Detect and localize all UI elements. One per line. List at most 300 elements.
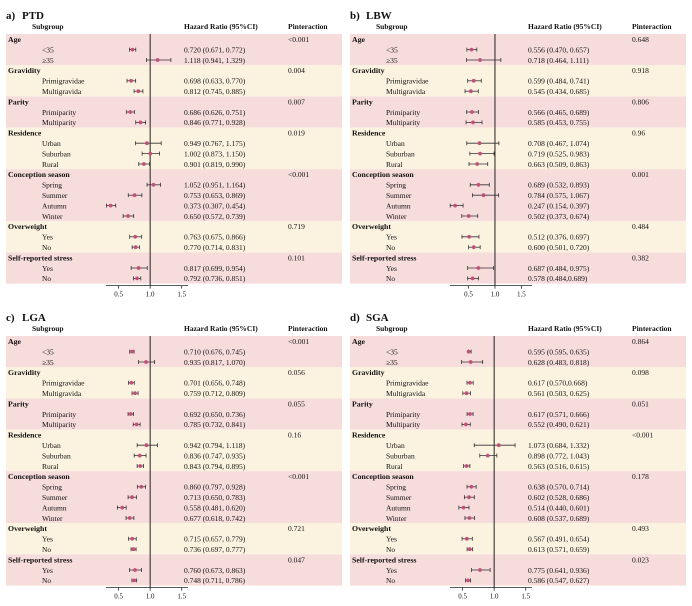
- hr-ci-text: 0.843 (0.794, 0.895): [184, 461, 246, 471]
- row-label: Autumn: [386, 201, 411, 211]
- hr-ci-text: 0.617 (0.571, 0.666): [528, 409, 590, 419]
- hr-point: [470, 48, 474, 52]
- hr-point: [468, 516, 472, 520]
- row-label: Urban: [386, 139, 405, 148]
- hr-point: [462, 506, 466, 510]
- row-label: Urban: [42, 441, 61, 450]
- column-subgroup-header: Subgroup: [376, 22, 408, 31]
- column-pinteraction-header: Pinteraction: [632, 324, 672, 333]
- hr-ci-text: 0.836 (0.747, 0.935): [184, 451, 246, 461]
- row-label: Yes: [42, 565, 53, 575]
- hr-point: [133, 193, 137, 197]
- hr-point: [467, 495, 471, 499]
- hr-point: [478, 58, 482, 62]
- hr-ci-text: 1.002 (0.873, 1.150): [184, 149, 246, 159]
- hr-point: [129, 412, 133, 416]
- p-interaction: 0.918: [632, 66, 649, 76]
- hr-ci-text: 0.935 (0.817, 1.070): [184, 357, 246, 367]
- group-name: Conception season: [352, 170, 414, 180]
- hr-point: [139, 121, 143, 125]
- x-tick-label: 1.5: [517, 290, 526, 298]
- panel-title: PTD: [22, 10, 44, 22]
- group-name: Conception season: [8, 472, 70, 482]
- hr-point: [133, 391, 137, 395]
- p-interaction: <0.001: [632, 430, 654, 440]
- group-name: Parity: [8, 399, 29, 409]
- row-label: Spring: [386, 180, 407, 190]
- hr-ci-text: 0.784 (0.575, 1.067): [528, 191, 590, 200]
- hr-point: [145, 141, 149, 145]
- hr-point: [130, 537, 134, 541]
- row-label: Suburban: [386, 149, 415, 159]
- x-tick-label: 1.5: [177, 290, 187, 298]
- hr-point: [469, 360, 473, 364]
- hr-ci-text: 0.585 (0.453, 0.755): [528, 118, 590, 128]
- p-interaction: 0.721: [288, 524, 305, 534]
- hr-point: [138, 464, 142, 468]
- row-label: Rural: [42, 461, 59, 471]
- row-label: Multigravida: [386, 87, 426, 96]
- hr-ci-text: 0.677 (0.618, 0.742): [184, 513, 246, 523]
- hr-ci-text: 0.942 (0.794, 1.118): [184, 441, 245, 450]
- row-label: Winter: [42, 513, 63, 523]
- row-label: ≥35: [386, 357, 398, 367]
- p-interaction: 0.055: [288, 399, 305, 409]
- x-tick-label: 0.5: [464, 290, 473, 298]
- hr-ci-text: 0.898 (0.772, 1.043): [528, 451, 590, 461]
- row-label: No: [386, 243, 396, 252]
- group-name: Age: [352, 337, 365, 346]
- hr-ci-text: 0.687 (0.484, 0.975): [528, 263, 590, 273]
- x-tick-label: 1.5: [521, 592, 531, 600]
- row-label: Primigravidae: [42, 378, 85, 388]
- group-name: Self-reported stress: [352, 555, 417, 565]
- group-name: Residence: [8, 430, 42, 440]
- hr-ci-text: 0.689 (0.532, 0.893): [528, 180, 590, 190]
- row-label: No: [42, 274, 52, 284]
- panel-title: LBW: [366, 10, 392, 22]
- hr-ci-text: 0.701 (0.656, 0.748): [184, 378, 246, 388]
- group-name: Gravidity: [8, 368, 41, 378]
- hr-ci-text: 0.713 (0.650, 0.783): [184, 493, 246, 502]
- hr-point: [128, 516, 132, 520]
- row-label: Multiparity: [386, 420, 421, 430]
- row-label: Rural: [42, 159, 59, 169]
- row-label: Suburban: [386, 451, 415, 461]
- hr-point: [478, 152, 482, 156]
- row-label: <35: [386, 347, 398, 357]
- group-name: Parity: [352, 97, 373, 107]
- p-interaction: <0.001: [288, 170, 310, 180]
- hr-point: [475, 162, 479, 166]
- row-label: Winter: [386, 211, 407, 221]
- hr-point: [464, 423, 468, 427]
- hr-ci-text: 0.563 (0.516, 0.615): [528, 461, 590, 471]
- row-label: Primiparity: [42, 107, 77, 117]
- hr-point: [470, 110, 474, 114]
- row-label: Yes: [386, 263, 397, 273]
- p-interaction: 0.484: [632, 222, 649, 232]
- x-tick-label: 1.5: [177, 592, 187, 600]
- row-label: No: [386, 545, 396, 554]
- column-pinteraction-header: Pinteraction: [288, 324, 328, 333]
- hr-point: [142, 162, 146, 166]
- column-subgroup-header: Subgroup: [32, 22, 64, 31]
- hr-point: [453, 204, 457, 208]
- hr-point: [471, 121, 475, 125]
- hr-point: [472, 245, 476, 249]
- panel-lbw: [350, 8, 686, 298]
- hr-point: [152, 183, 156, 187]
- hr-point: [135, 277, 139, 281]
- hr-point: [482, 193, 486, 197]
- hr-ci-text: 0.599 (0.484, 0.741): [528, 76, 590, 86]
- p-interaction: 0.056: [288, 368, 305, 378]
- hr-point: [126, 214, 130, 218]
- p-interaction: <0.001: [288, 35, 310, 44]
- row-label: Primiparity: [386, 409, 421, 419]
- hr-point: [130, 350, 134, 354]
- column-subgroup-header: Subgroup: [376, 324, 408, 333]
- hr-point: [109, 204, 113, 208]
- row-label: Autumn: [42, 201, 67, 211]
- hr-ci-text: 0.719 (0.525, 0.983): [528, 149, 590, 159]
- hr-point: [465, 391, 469, 395]
- hr-ci-text: 1.118 (0.941, 1.329): [184, 55, 245, 65]
- group-name: Parity: [352, 399, 373, 409]
- group-name: Gravidity: [8, 66, 41, 76]
- group-name: Age: [8, 337, 21, 346]
- hr-point: [129, 381, 133, 385]
- group-name: Residence: [352, 128, 386, 138]
- hr-ci-text: 0.710 (0.676, 0.745): [184, 347, 246, 357]
- hr-ci-text: 0.514 (0.440, 0.601): [528, 503, 590, 513]
- panel-label: a): [6, 10, 16, 22]
- hr-ci-text: 0.578 (0.484,0.689): [528, 274, 588, 284]
- group-name: Overweight: [352, 524, 391, 534]
- hr-point: [477, 183, 481, 187]
- group-name: Overweight: [8, 222, 47, 232]
- row-label: No: [386, 576, 396, 586]
- x-tick-label: 1.0: [490, 290, 500, 298]
- row-label: Summer: [386, 493, 412, 502]
- row-label: Summer: [42, 493, 68, 502]
- hr-ci-text: 0.792 (0.736, 0.851): [184, 274, 246, 284]
- hr-ci-text: 0.817 (0.699, 0.954): [184, 263, 246, 273]
- hr-ci-text: 0.753 (0.653, 0.869): [184, 191, 246, 200]
- hr-ci-text: 0.567 (0.491, 0.654): [528, 534, 590, 544]
- hr-point: [139, 485, 143, 489]
- group-name: Age: [8, 35, 21, 44]
- hr-point: [133, 235, 137, 239]
- forest-plot-lbw: [350, 8, 686, 298]
- panel-title: LGA: [22, 312, 46, 324]
- row-label: <35: [386, 45, 398, 55]
- hr-point: [131, 48, 135, 52]
- column-hr-header: Hazard Ratio (95%CI): [184, 22, 258, 31]
- column-hr-header: Hazard Ratio (95%CI): [184, 324, 258, 333]
- hr-point: [129, 79, 133, 83]
- hr-ci-text: 0.686 (0.626, 0.751): [184, 107, 246, 117]
- group-name: Self-reported stress: [352, 253, 417, 263]
- hr-ci-text: 0.715 (0.657, 0.779): [184, 534, 246, 544]
- hr-point: [471, 277, 475, 281]
- hr-ci-text: 0.373 (0.307, 0.454): [184, 201, 246, 211]
- group-name: Self-reported stress: [8, 555, 73, 565]
- hr-ci-text: 0.512 (0.376, 0.697): [528, 232, 590, 242]
- hr-ci-text: 0.760 (0.673, 0.863): [184, 565, 246, 575]
- hr-ci-text: 0.748 (0.711, 0.786): [184, 576, 245, 586]
- p-interaction: 0.004: [288, 66, 305, 76]
- row-label: Multigravida: [42, 389, 82, 398]
- hr-ci-text: 0.608 (0.537, 0.689): [528, 513, 590, 523]
- hr-ci-text: 0.770 (0.714, 0.831): [184, 243, 246, 252]
- hr-ci-text: 0.595 (0.595, 0.635): [528, 347, 590, 357]
- hr-ci-text: 0.600 (0.501, 0.720): [528, 243, 590, 252]
- hr-point: [465, 537, 469, 541]
- hr-point: [120, 506, 124, 510]
- group-name: Conception season: [352, 472, 414, 482]
- p-interaction: 0.047: [288, 555, 305, 565]
- hr-point: [138, 454, 142, 458]
- hr-point: [477, 266, 481, 270]
- hr-ci-text: 0.613 (0.571, 0.659): [528, 545, 590, 554]
- panel-label: b): [350, 10, 360, 22]
- hr-ci-text: 0.602 (0.528, 0.686): [528, 493, 590, 502]
- hr-ci-text: 0.692 (0.650, 0.736): [184, 409, 246, 419]
- p-interaction: 0.019: [288, 128, 305, 138]
- group-name: Parity: [8, 97, 29, 107]
- hr-ci-text: 0.949 (0.767, 1.175): [184, 139, 246, 148]
- hr-ci-text: 0.545 (0.434, 0.685): [528, 87, 590, 96]
- row-label: Primiparity: [386, 107, 421, 117]
- hr-point: [134, 245, 138, 249]
- hr-ci-text: 0.901 (0.819, 0.990): [184, 159, 246, 169]
- hr-ci-text: 0.846 (0.771, 0.928): [184, 118, 246, 128]
- panel-lga: [6, 310, 342, 600]
- row-label: Rural: [386, 461, 403, 471]
- row-label: Summer: [386, 191, 412, 200]
- hr-ci-text: 0.720 (0.671, 0.772): [184, 45, 246, 55]
- row-label: Primigravidae: [386, 378, 429, 388]
- hr-point: [469, 485, 473, 489]
- hr-ci-text: 0.785 (0.732, 0.841): [184, 420, 246, 430]
- row-label: ≥35: [42, 55, 54, 65]
- p-interaction: 0.023: [632, 555, 649, 565]
- row-label: Multiparity: [386, 118, 421, 128]
- p-interaction: 0.493: [632, 524, 649, 534]
- hr-point: [136, 89, 140, 93]
- p-interaction: 0.051: [632, 399, 649, 409]
- hr-ci-text: 0.708 (0.467, 1.074): [528, 139, 590, 148]
- hr-point: [467, 214, 471, 218]
- hr-ci-text: 0.556 (0.470, 0.657): [528, 45, 590, 55]
- hr-point: [466, 579, 470, 583]
- column-hr-header: Hazard Ratio (95%CI): [528, 324, 602, 333]
- p-interaction: <0.001: [288, 337, 310, 346]
- hr-ci-text: 0.561 (0.503, 0.625): [528, 389, 590, 398]
- row-label: Multiparity: [42, 118, 77, 128]
- row-label: <35: [42, 45, 54, 55]
- p-interaction: 0.001: [632, 170, 649, 180]
- row-label: Multiparity: [42, 420, 77, 430]
- row-label: Summer: [42, 191, 68, 200]
- group-name: Self-reported stress: [8, 253, 73, 263]
- row-label: Spring: [386, 482, 407, 492]
- panel-sga: [350, 310, 686, 600]
- hr-ci-text: 0.698 (0.633, 0.770): [184, 76, 246, 86]
- hr-point: [148, 152, 152, 156]
- panel-title: SGA: [366, 312, 389, 324]
- p-interaction: 0.864: [632, 337, 649, 346]
- row-label: No: [42, 576, 52, 586]
- hr-ci-text: 0.638 (0.570, 0.714): [528, 482, 590, 492]
- hr-point: [132, 547, 136, 551]
- row-label: No: [42, 545, 52, 554]
- p-interaction: 0.719: [288, 222, 305, 232]
- row-label: Yes: [42, 534, 53, 544]
- hr-point: [128, 110, 132, 114]
- row-label: Primigravidae: [42, 76, 85, 86]
- p-interaction: 0.382: [632, 253, 649, 263]
- row-label: No: [386, 274, 396, 284]
- hr-point: [468, 412, 472, 416]
- hr-ci-text: 0.860 (0.797, 0.928): [184, 482, 246, 492]
- hr-point: [135, 423, 139, 427]
- hr-ci-text: 1.052 (0.951, 1.164): [184, 180, 246, 190]
- x-tick-label: 1.0: [489, 592, 499, 600]
- hr-ci-text: 0.812 (0.745, 0.885): [184, 87, 246, 96]
- hr-point: [486, 454, 490, 458]
- hr-ci-text: 1.073 (0.684, 1.332): [528, 441, 590, 450]
- p-interaction: 0.16: [288, 430, 302, 440]
- group-name: Gravidity: [352, 368, 385, 378]
- row-label: Multigravida: [42, 87, 82, 96]
- p-interaction: 0.806: [632, 97, 649, 107]
- group-name: Residence: [8, 128, 42, 138]
- group-name: Conception season: [8, 170, 70, 180]
- row-label: Yes: [42, 263, 53, 273]
- row-label: Rural: [386, 159, 403, 169]
- panel-ptd: [6, 8, 342, 298]
- hr-ci-text: 0.718 (0.464, 1.111): [528, 55, 589, 65]
- forest-plot-ptd: [6, 8, 342, 298]
- row-label: Yes: [386, 232, 397, 242]
- x-tick-label: 1.0: [145, 290, 155, 298]
- row-label: Multigravida: [386, 389, 426, 398]
- hr-ci-text: 0.763 (0.675, 0.866): [184, 232, 246, 242]
- row-label: Spring: [42, 180, 63, 190]
- row-label: <35: [42, 347, 54, 357]
- hr-ci-text: 0.586 (0.547, 0.627): [528, 576, 590, 586]
- hr-point: [137, 266, 141, 270]
- p-interaction: 0.178: [632, 472, 649, 482]
- hr-ci-text: 0.617 (0.570,0.668): [528, 378, 588, 388]
- row-label: Yes: [386, 534, 397, 544]
- row-label: Winter: [386, 513, 407, 523]
- hr-ci-text: 0.736 (0.697, 0.777): [184, 545, 246, 554]
- hr-point: [472, 79, 476, 83]
- hr-point: [133, 568, 137, 572]
- hr-point: [497, 443, 501, 447]
- hr-point: [465, 464, 469, 468]
- p-interaction: 0.648: [632, 35, 649, 44]
- row-label: Primiparity: [42, 409, 77, 419]
- group-name: Overweight: [8, 524, 47, 534]
- group-name: Overweight: [352, 222, 391, 232]
- hr-point: [144, 360, 148, 364]
- hr-ci-text: 0.759 (0.712, 0.809): [184, 389, 246, 398]
- row-label: Urban: [386, 441, 405, 450]
- column-pinteraction-header: Pinteraction: [288, 22, 328, 31]
- hr-point: [467, 350, 471, 354]
- row-label: Yes: [386, 565, 397, 575]
- hr-ci-text: 0.775 (0.641, 0.936): [528, 565, 590, 575]
- hr-point: [130, 495, 134, 499]
- hr-ci-text: 0.566 (0.465, 0.689): [528, 107, 590, 117]
- column-pinteraction-header: Pinteraction: [632, 22, 672, 31]
- row-label: Suburban: [42, 451, 71, 461]
- group-name: Age: [352, 35, 365, 44]
- row-label: Spring: [42, 482, 63, 492]
- row-label: Winter: [42, 211, 63, 221]
- p-interaction: 0.96: [632, 128, 646, 138]
- hr-point: [467, 235, 471, 239]
- hr-point: [468, 547, 472, 551]
- group-name: Residence: [352, 430, 386, 440]
- hr-point: [469, 89, 473, 93]
- hr-point: [156, 58, 160, 62]
- p-interaction: 0.101: [288, 253, 305, 263]
- panel-label: c): [6, 312, 15, 324]
- p-interaction: 0.098: [632, 368, 649, 378]
- forest-plot-sga: [350, 310, 686, 600]
- column-hr-header: Hazard Ratio (95%CI): [528, 22, 602, 31]
- column-subgroup-header: Subgroup: [32, 324, 64, 333]
- hr-ci-text: 0.247 (0.154, 0.397): [528, 201, 590, 211]
- hr-point: [478, 568, 482, 572]
- hr-point: [132, 579, 136, 583]
- row-label: ≥35: [42, 357, 54, 367]
- hr-ci-text: 0.628 (0.483, 0.818): [528, 357, 590, 367]
- hr-point: [145, 443, 149, 447]
- hr-point: [468, 381, 472, 385]
- hr-ci-text: 0.663 (0.509, 0.863): [528, 159, 590, 169]
- group-name: Gravidity: [352, 66, 385, 76]
- x-tick-label: 0.5: [458, 592, 467, 600]
- p-interaction: 0.007: [288, 97, 305, 107]
- p-interaction: <0.001: [288, 472, 310, 482]
- panel-label: d): [350, 312, 360, 324]
- row-label: ≥35: [386, 55, 398, 65]
- hr-ci-text: 0.502 (0.373, 0.674): [528, 211, 590, 221]
- hr-ci-text: 0.552 (0.490, 0.621): [528, 420, 590, 430]
- row-label: Yes: [42, 232, 53, 242]
- hr-ci-text: 0.558 (0.481, 0.620): [184, 503, 246, 513]
- forest-plot-lga: [6, 310, 342, 600]
- row-label: Suburban: [42, 149, 71, 159]
- row-label: Autumn: [386, 503, 411, 513]
- row-label: Primigravidae: [386, 76, 429, 86]
- x-tick-label: 1.0: [145, 592, 155, 600]
- row-label: Autumn: [42, 503, 67, 513]
- hr-ci-text: 0.650 (0.572, 0.739): [184, 211, 246, 221]
- x-tick-label: 0.5: [114, 592, 123, 600]
- hr-point: [478, 141, 482, 145]
- row-label: Urban: [42, 139, 61, 148]
- row-label: No: [42, 243, 52, 252]
- x-tick-label: 0.5: [114, 290, 123, 298]
